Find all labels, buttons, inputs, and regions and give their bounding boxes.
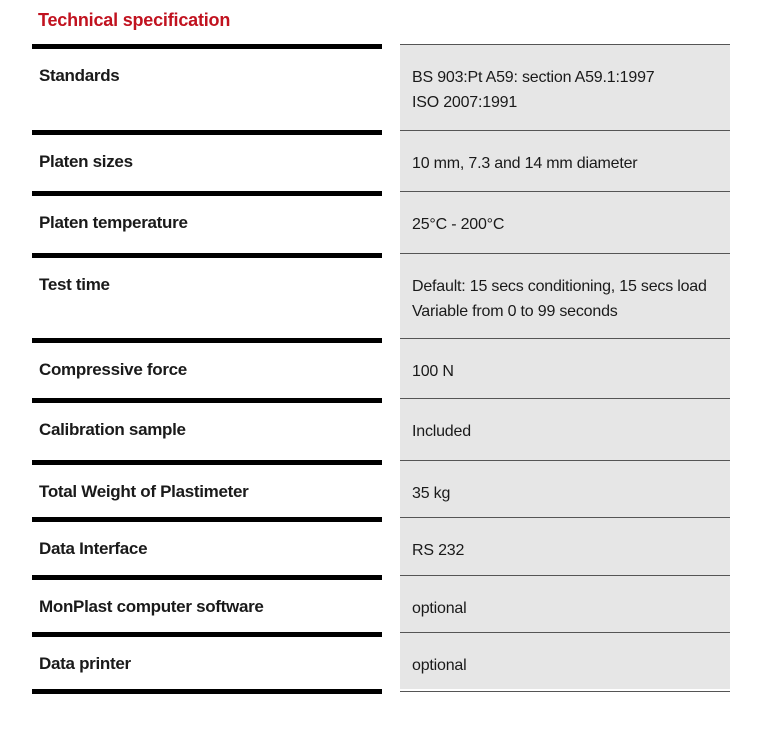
spec-label: Calibration sample (32, 398, 382, 460)
spec-value (400, 460, 730, 517)
spec-value-line: 35 kg (412, 485, 451, 502)
spec-row (32, 191, 730, 253)
spec-row (32, 338, 730, 398)
section-title: Technical specification (38, 10, 231, 30)
spec-value-line: Included (412, 423, 471, 440)
spec-label: MonPlast computer software (32, 575, 382, 632)
spec-value (400, 575, 730, 632)
spec-value (400, 44, 730, 130)
spec-row (32, 398, 730, 460)
spec-label: Test time (32, 253, 382, 338)
spec-row (32, 130, 730, 191)
spec-label: Platen temperature (32, 191, 382, 253)
spec-label: Data printer (32, 632, 382, 689)
spec-label: Platen sizes (32, 130, 382, 191)
spec-value-line: optional (412, 600, 467, 617)
spec-value (400, 130, 730, 191)
spec-row (32, 632, 730, 689)
spec-value (400, 517, 730, 575)
spec-label: Compressive force (32, 338, 382, 398)
spec-value (400, 632, 730, 689)
spec-value-line: 10 mm, 7.3 and 14 mm diameter (412, 155, 638, 172)
spec-label: Data Interface (32, 517, 382, 575)
spec-label: Standards (32, 44, 382, 130)
spec-value-line: Default: 15 secs conditioning, 15 secs load (412, 278, 707, 295)
spec-value-line: BS 903:Pt A59: section A59.1:1997 (412, 69, 655, 86)
spec-value-line: RS 232 (412, 542, 465, 559)
spec-label: Total Weight of Plastimeter (32, 460, 382, 517)
spec-value-line: 100 N (412, 363, 454, 380)
spec-row (32, 460, 730, 517)
spec-value (400, 398, 730, 460)
spec-value (400, 253, 730, 338)
table-bottom-rule (400, 691, 730, 692)
spec-value-line: optional (412, 657, 467, 674)
spec-row (32, 253, 730, 338)
spec-row (32, 575, 730, 632)
spec-value-line: 25°C - 200°C (412, 216, 505, 233)
spec-row (32, 44, 730, 130)
table-bottom-rule (32, 689, 382, 694)
spec-value-line: ISO 2007:1991 (412, 94, 518, 111)
spec-table (32, 44, 730, 689)
spec-row (32, 517, 730, 575)
spec-value-line: Variable from 0 to 99 seconds (412, 303, 618, 320)
spec-value (400, 338, 730, 398)
spec-value (400, 191, 730, 253)
